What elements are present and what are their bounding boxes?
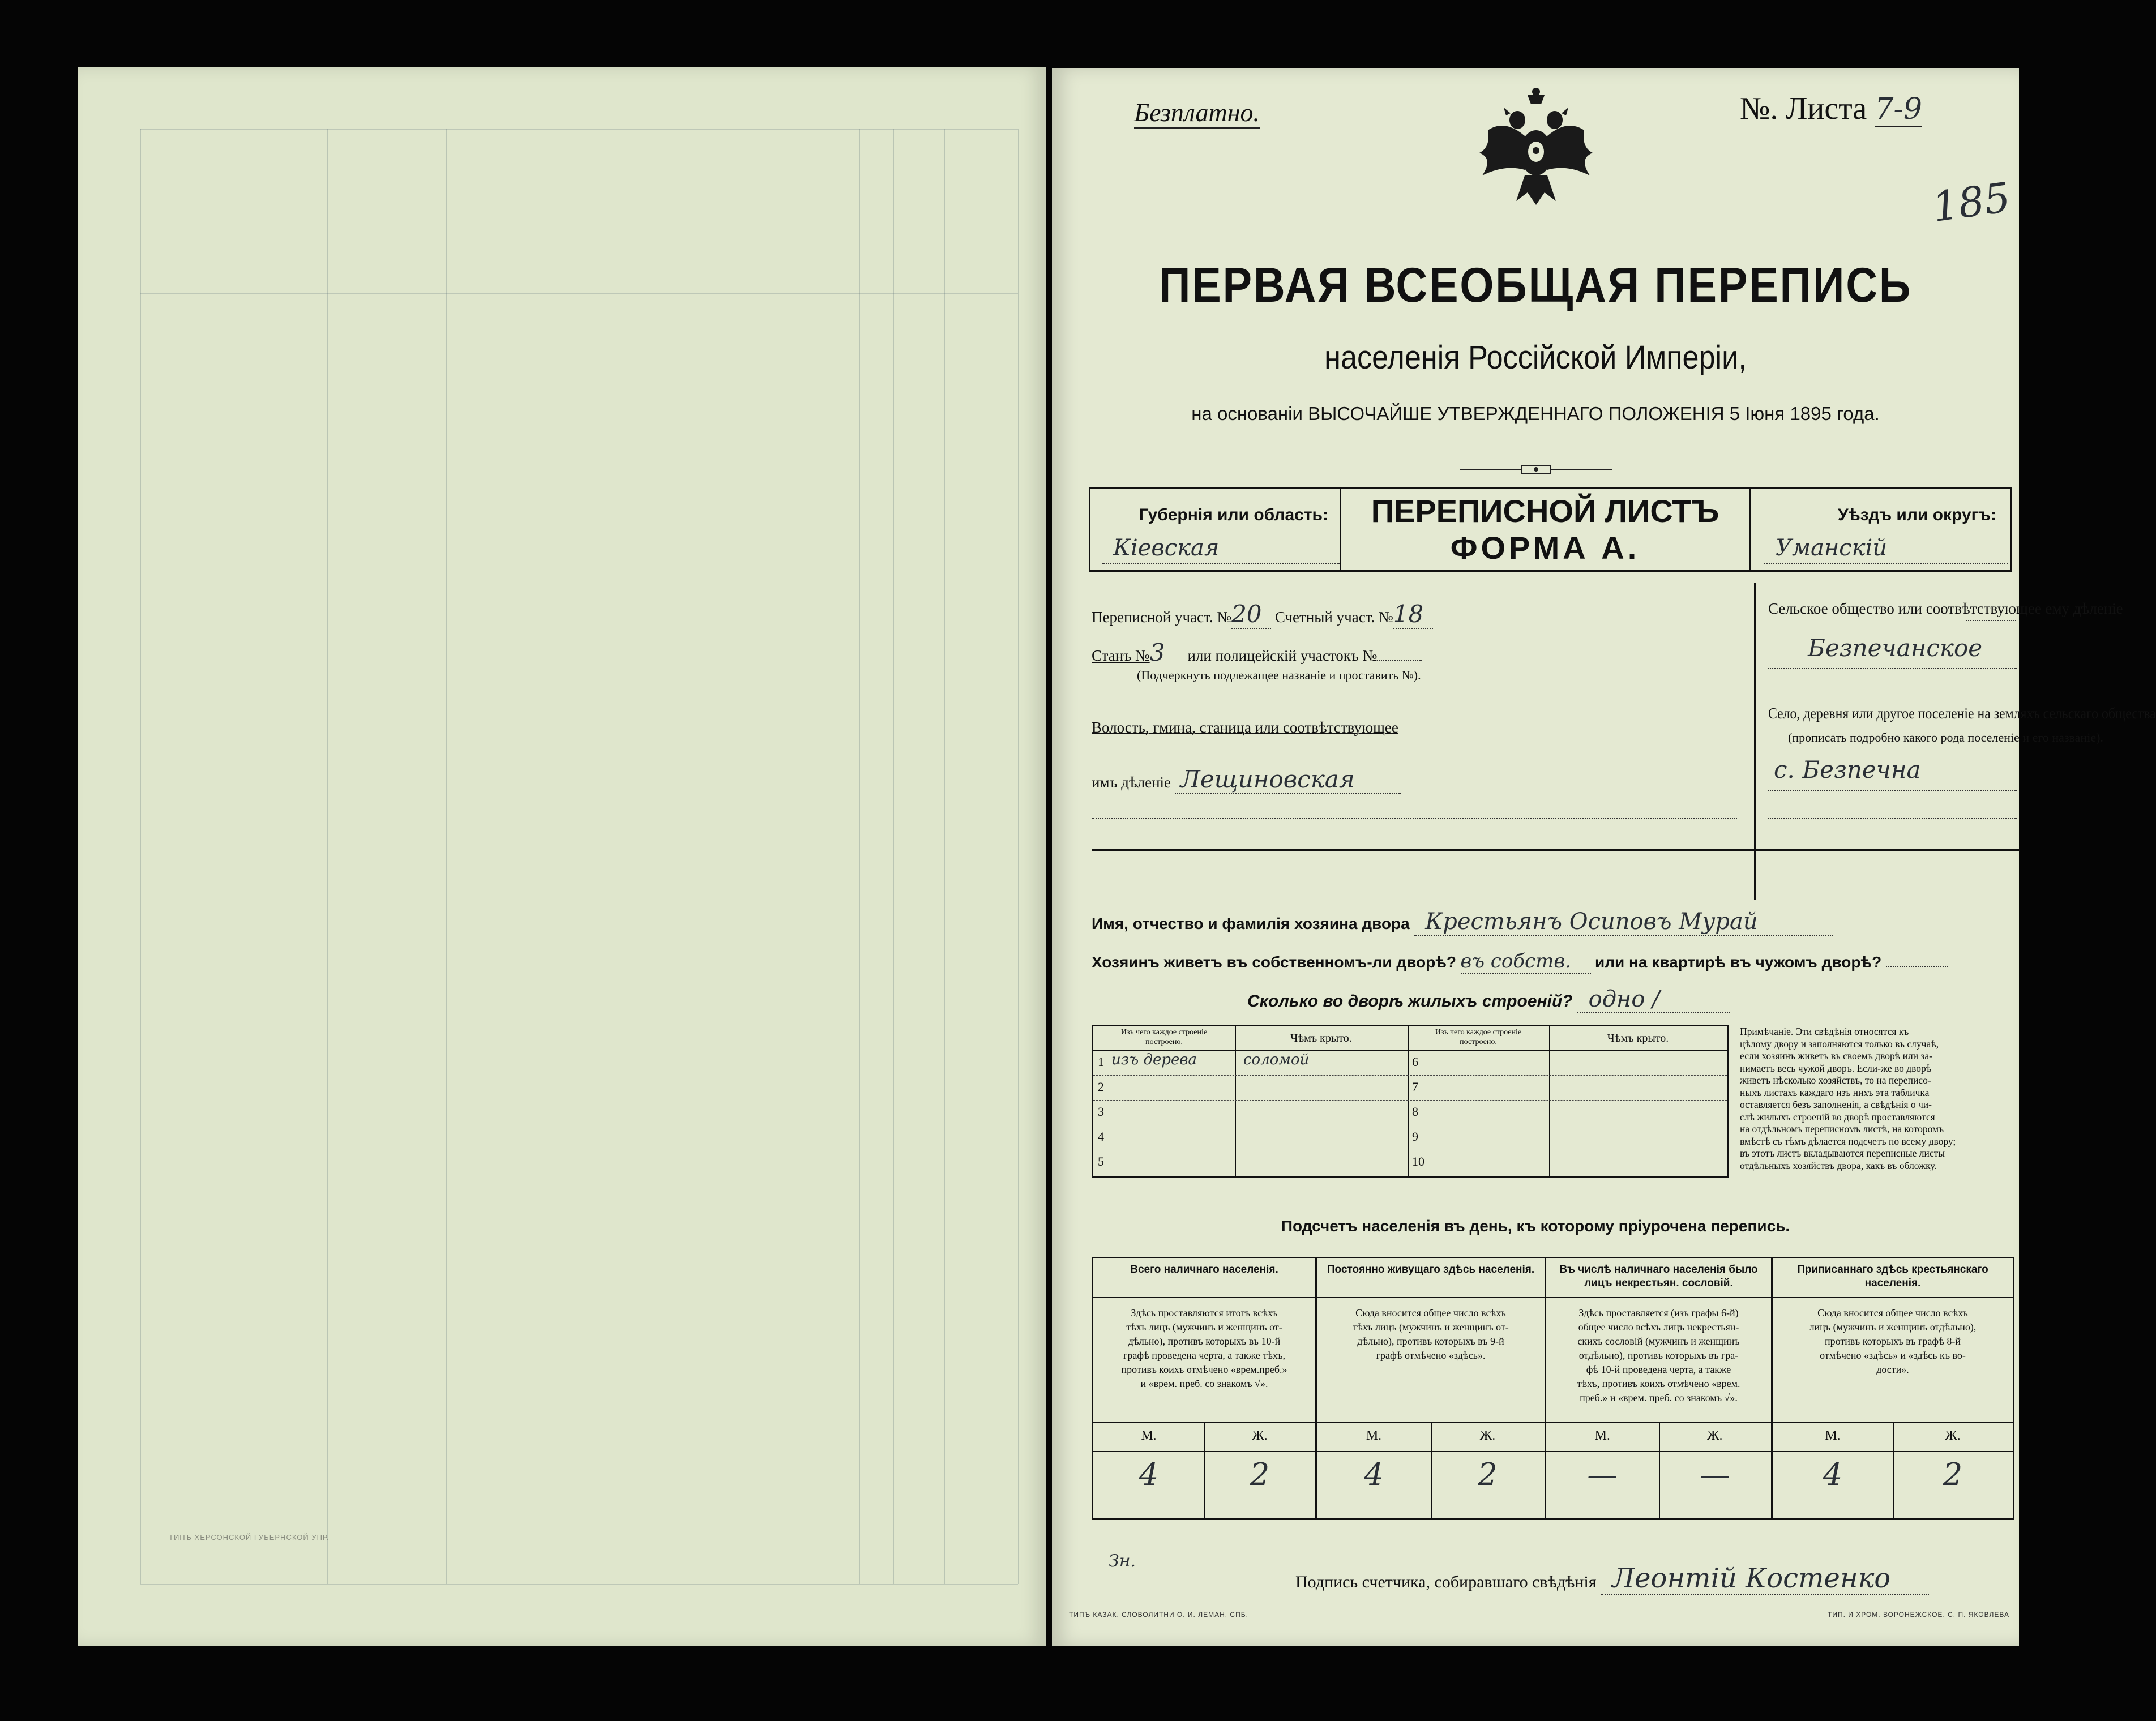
population-desc-line: тѣхъ, противъ коихъ отмѣчено «врем. [1577, 1378, 1740, 1389]
population-desc-line: отмѣчено «здѣсь» и «здѣсь къ во- [1820, 1350, 1966, 1361]
volost-value: Лещиновская [1175, 765, 1401, 794]
population-desc-line: лицъ (мужчинъ и женщинъ отдѣльно), [1809, 1321, 1977, 1333]
population-desc-line: и «врем. преб. со знакомъ √». [1140, 1378, 1268, 1389]
form-title-line1: ПЕРЕПИСНОЙ ЛИСТЪ [1371, 493, 1719, 529]
population-desc-line: скихъ сословій (мужчинъ и женщинъ [1577, 1335, 1740, 1347]
building-row-number: 6 [1412, 1055, 1418, 1069]
population-desc-line: противъ которыхъ въ графѣ 8-й [1825, 1335, 1961, 1347]
owner-name-line [1092, 909, 1833, 936]
note-line: нимаетъ весь чужой дворъ. Если-же во дворѣ [1740, 1062, 1932, 1074]
guberniya-value: Кіевская [1102, 535, 1340, 564]
population-m-value: 4 [1823, 1457, 1843, 1492]
note-line: живетъ нѣсколько хозяйствъ, то на переписо- [1740, 1074, 1931, 1086]
building-row [1093, 1100, 1408, 1125]
population-m-label: М. [1141, 1428, 1157, 1443]
population-m-label: М. [1825, 1428, 1841, 1443]
census-district-label: Переписной участ. № [1092, 609, 1232, 626]
population-column [1546, 1258, 1773, 1518]
sheet-number-value: 7-9 [1875, 92, 1922, 126]
note-line: въ этотъ листъ вкладываются переписные листы [1740, 1148, 1945, 1159]
form-title-box [1340, 487, 1751, 572]
guberniya-label: Губернія или область: [1139, 506, 1328, 524]
counting-district-value: 18 [1393, 600, 1433, 629]
population-m-label: М. [1366, 1428, 1382, 1443]
population-f-label: Ж. [1479, 1428, 1496, 1443]
population-f-value: 2 [1943, 1457, 1963, 1492]
population-desc-line: тѣхъ лицъ (мужчинъ и женщинъ от- [1353, 1321, 1509, 1333]
col-roof-header: Чѣмъ крыто. [1290, 1032, 1352, 1044]
note-block [1740, 1026, 2014, 1172]
owner-name-value: Крестьянъ Осиповъ Мурай [1414, 909, 1833, 936]
society-label: Сельское общество или соотвѣтствующее ему дѣленіе [1768, 600, 2123, 617]
volost-extra-line [1092, 818, 1737, 819]
sheet-number-label: №. Листа [1740, 91, 1867, 126]
building-row-number: 3 [1098, 1104, 1104, 1119]
population-m-value: — [1587, 1457, 1618, 1492]
uezd-label: Уѣздъ или округъ: [1837, 506, 1996, 524]
population-column [1773, 1258, 2013, 1518]
left-page-imprint: ТИПЪ ХЕРСОНСКОЙ ГУБЕРНСКОЙ УПР. [169, 1533, 330, 1542]
population-m-value: 4 [1364, 1457, 1384, 1492]
police-label: или полицейскій участокъ № [1187, 647, 1378, 664]
population-desc-line: фѣ 10-й проведена черта, а также [1586, 1364, 1731, 1375]
population-f-value: 2 [1478, 1457, 1498, 1492]
owner-residence-line [1092, 950, 1948, 974]
population-f-label: Ж. [1945, 1428, 1961, 1443]
sheet-number [1740, 91, 1922, 127]
document-basis: на основаніи ВЫСОЧАЙШЕ УТВЕРЖДЕННАГО ПОЛОЖЕНІЯ 5 Іюня 1895 года. [1191, 403, 1880, 424]
owner-top-rule [1092, 849, 2020, 851]
population-col-heading: Приписаннаго здѣсь крестьянскаго населенія. [1773, 1258, 2013, 1298]
population-col-heading: Постоянно живущаго здѣсь населенія. [1317, 1258, 1545, 1298]
archive-number: 185 [1929, 173, 2013, 232]
volost-label-2: имъ дѣленіе [1092, 774, 1171, 791]
note-line: вмѣстѣ съ тѣмъ дѣлается подсчетъ по всему двору; [1740, 1135, 1956, 1147]
building-row-number: 4 [1098, 1129, 1104, 1144]
population-m-value: 4 [1139, 1457, 1159, 1492]
note-line: на отдѣльномъ переписномъ листѣ, на которомъ [1740, 1123, 1944, 1135]
volost-label-1: Волость, гмина, станица или соотвѣтствующее [1092, 719, 1398, 736]
imprint-right: ТИП. И ХРОМ. ВОРОНЕЖСКОЕ. С. П. ЯКОВЛЕВА [1828, 1611, 2009, 1619]
uezd-value: Уманскій [1764, 535, 2008, 564]
population-column [1317, 1258, 1546, 1518]
population-f-value: 2 [1250, 1457, 1270, 1492]
building-row [1408, 1050, 1727, 1076]
note-line: цѣлому двору и заполняются только въ случаѣ, [1740, 1038, 1939, 1050]
population-desc-line: Здѣсь проставляются итогъ всѣхъ [1131, 1307, 1278, 1318]
building-roof: соломой [1243, 1051, 1310, 1068]
stan-line [1092, 639, 1422, 666]
population-table [1092, 1257, 2014, 1520]
building-row [1093, 1050, 1408, 1076]
population-title: Подсчетъ населенія въ день, къ которому пріурочена перепись. [1281, 1217, 1790, 1235]
volost-line [1092, 765, 1401, 794]
building-row [1408, 1125, 1727, 1150]
underline-note: (Подчеркнуть подлежащее названіе и проставить №). [1137, 668, 1421, 682]
note-line: оставляется безъ заполненія, а свѣдѣнія о чи- [1740, 1099, 1932, 1110]
population-f-label: Ж. [1252, 1428, 1268, 1443]
population-desc-line: дѣльно), противъ которыхъ въ 10-й [1128, 1335, 1281, 1347]
building-row [1093, 1125, 1408, 1150]
population-desc-line: отдѣльно), противъ которыхъ въ гра- [1578, 1350, 1739, 1361]
signature-label: Подпись счетчика, собиравшаго свѣдѣнія [1295, 1573, 1597, 1591]
ornament-divider [1460, 464, 1612, 474]
building-row-number: 5 [1098, 1154, 1104, 1168]
building-row-number: 2 [1098, 1080, 1104, 1094]
population-desc-line: дѣльно), противъ которыхъ въ 9-й [1357, 1335, 1504, 1347]
population-desc-line: преб.» и «врем. преб. со знакомъ √». [1580, 1392, 1738, 1403]
left-page [78, 67, 1046, 1646]
form-title-line2: ФОРМА А. [1450, 530, 1640, 566]
population-desc-line: Здѣсь проставляется (изъ графы 6-й) [1578, 1307, 1739, 1318]
buildings-count-line [1247, 986, 1730, 1013]
building-row [1093, 1150, 1408, 1175]
building-row [1408, 1100, 1727, 1125]
building-row-number: 9 [1412, 1129, 1418, 1144]
building-material: изъ дерева [1111, 1051, 1197, 1068]
population-f-value: — [1699, 1457, 1730, 1492]
signature-line [1295, 1562, 1929, 1595]
population-col-heading: Въ числѣ наличнаго населенія было лицъ некрестьян. сословій. [1546, 1258, 1771, 1298]
village-note: (прописать подробно какого рода поселеніе и его названіе). [1788, 730, 2103, 744]
document-subtitle: населенія Россійской Имперіи, [1324, 339, 1747, 376]
population-col-heading: Всего наличнаго населенія. [1093, 1258, 1315, 1298]
note-line: Примѣчаніе. Эти свѣдѣнія относятся къ [1740, 1026, 1909, 1037]
free-label: Безплатно. [1134, 97, 1260, 129]
owner-residence-value: въ собств. [1461, 950, 1591, 974]
population-desc-line: противъ коихъ отмѣчено «врем.преб.» [1121, 1364, 1287, 1375]
building-row [1093, 1075, 1408, 1101]
population-desc-line: графѣ отмѣчено «здѣсь». [1376, 1350, 1486, 1361]
building-row-number: 7 [1412, 1080, 1418, 1094]
stan-value: 3 [1149, 639, 1165, 666]
col-roof-header-2: Чѣмъ крыто. [1607, 1032, 1669, 1044]
district-line [1092, 600, 1433, 629]
imperial-eagle-emblem [1471, 85, 1601, 215]
note-line: если хозяинъ живетъ въ своемъ дворѣ или за- [1740, 1050, 1933, 1061]
owner-name-label: Имя, отчество и фамилія хозяина двора [1092, 915, 1410, 932]
col-material-header: Изъ чего каждое строеніе построено. [1120, 1028, 1208, 1046]
buildings-count-label: Сколько во дворѣ жилыхъ строеній? [1247, 992, 1573, 1011]
col-material-header-2: Изъ чего каждое строеніе построено. [1435, 1028, 1522, 1046]
village-value: с. Безпечна [1768, 756, 2017, 791]
building-row-number: 8 [1412, 1104, 1418, 1119]
buildings-table-left [1093, 1026, 1409, 1176]
building-row [1408, 1075, 1727, 1101]
village-label: Село, деревня или другое поселеніе на земляхъ сельскаго общества [1768, 705, 2156, 722]
society-label-dots [1966, 620, 2016, 621]
population-desc-line: дости». [1876, 1364, 1909, 1375]
population-desc-line: графѣ проведена черта, а также тѣхъ, [1123, 1350, 1285, 1361]
society-value: Безпечанское [1768, 634, 2017, 669]
population-desc-line: общее число всѣхъ лицъ некрестьян- [1578, 1321, 1739, 1333]
population-desc-line: Сюда вносится общее число всѣхъ [1817, 1307, 1968, 1318]
population-desc-line: Сюда вносится общее число всѣхъ [1355, 1307, 1506, 1318]
building-row-number: 1 [1098, 1055, 1104, 1069]
owner-residence-label-2: или на квартирѣ въ чужомъ дворѣ? [1595, 953, 1882, 971]
census-district-value: 20 [1231, 600, 1271, 629]
building-row [1408, 1150, 1727, 1175]
faded-grid [140, 129, 1018, 1584]
owner-residence-label-1: Хозяинъ живетъ въ собственномъ-ли дворѣ? [1092, 953, 1457, 971]
locality-divider [1754, 583, 1756, 900]
buildings-table-right [1408, 1026, 1727, 1176]
document-title: ПЕРВАЯ ВСЕОБЩАЯ ПЕРЕПИСЬ [1158, 258, 1913, 312]
signature-mark: Зн. [1109, 1551, 1136, 1571]
building-row-number: 10 [1412, 1154, 1424, 1168]
note-line: слѣ жилыхъ строеній во дворѣ проставляются [1740, 1111, 1935, 1123]
counting-district-label: Счетный участ. № [1274, 609, 1393, 626]
population-desc-line: тѣхъ лицъ (мужчинъ и женщинъ от- [1126, 1321, 1282, 1333]
population-f-label: Ж. [1706, 1428, 1723, 1443]
signature-value: Леонтій Костенко [1601, 1562, 1929, 1595]
census-form-page [1052, 68, 2156, 1646]
note-line: ныхъ листахъ каждаго изъ нихъ эта табличка [1740, 1086, 1930, 1098]
population-m-label: М. [1594, 1428, 1610, 1443]
note-line: отдѣльныхъ хозяйствъ двора, какъ въ обложку. [1740, 1159, 1937, 1171]
village-extra-line [1768, 818, 2017, 819]
form-header-band [1089, 487, 2012, 572]
imprint-left: ТИПЪ КАЗАК. СЛОВОЛИТНИ О. И. ЛЕМАН. СПБ. [1069, 1611, 1248, 1619]
population-column [1093, 1258, 1317, 1518]
stan-label: Станъ № [1092, 647, 1150, 664]
buildings-table [1092, 1025, 1729, 1178]
buildings-count-value: одно / [1577, 986, 1730, 1013]
